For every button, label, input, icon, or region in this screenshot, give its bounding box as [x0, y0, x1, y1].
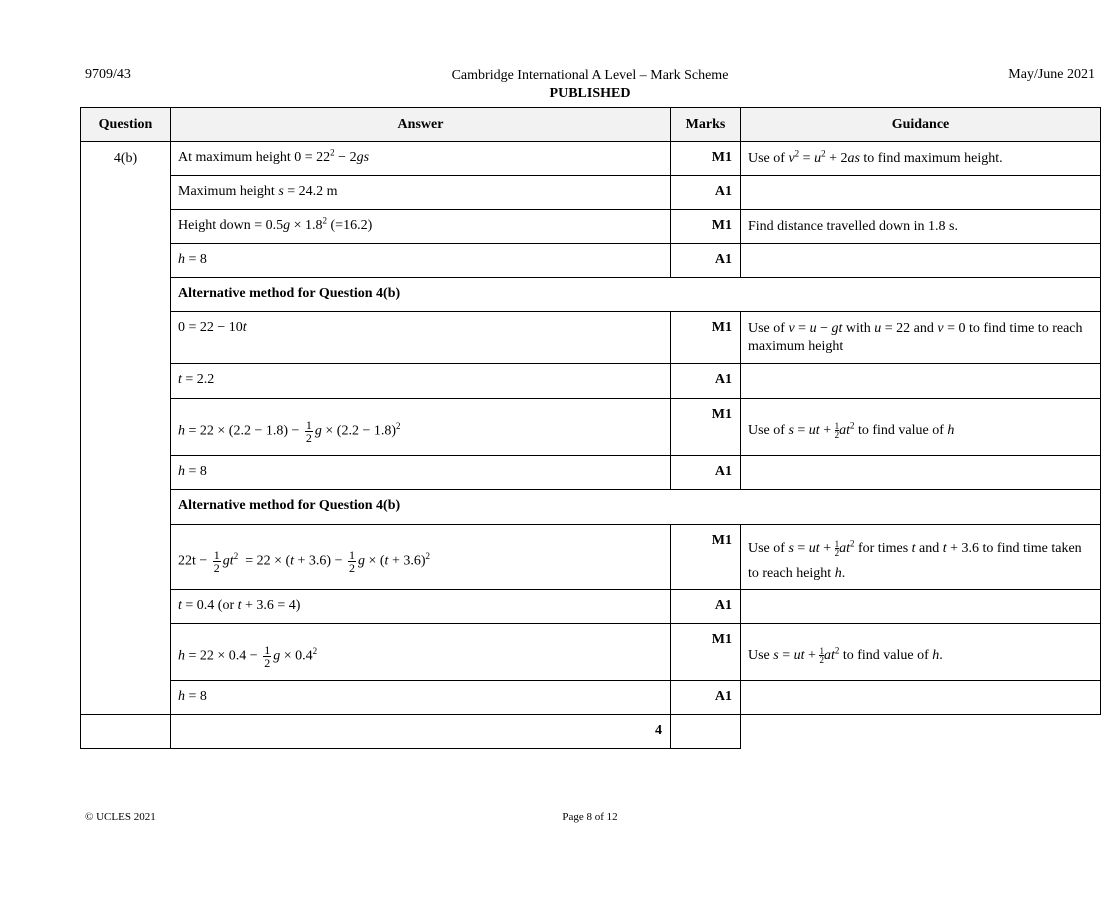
answer-cell: h = 8: [171, 681, 671, 715]
guidance-cell: [671, 715, 741, 749]
answer-cell: [81, 715, 171, 749]
mark-cell: A1: [671, 244, 741, 278]
answer-cell: 0 = 22 − 10t: [171, 312, 671, 364]
mark-cell: A1: [671, 456, 741, 490]
table-row: [81, 210, 1101, 244]
mark-cell: A1: [671, 364, 741, 399]
mark-cell: M1: [671, 210, 741, 244]
table-row: [81, 142, 1101, 176]
answer-cell: Height down = $0.5g \times 1.8^2$ (=16.2): [171, 210, 671, 244]
page-header: [0, 67, 1111, 103]
document-title: Cambridge International A Level – Mark Scheme: [451, 68, 729, 83]
answer-cell: 22t − $\frac{1}{2}$ $gt^2 = 22 \times (t + 3.6)$ − $\frac{1}{2}$ $g \times (t + 3.6)^2$: [171, 525, 671, 590]
table-row: [81, 490, 1101, 525]
question-column-header: Question: [81, 108, 171, 142]
table-row: [81, 176, 1101, 210]
copyright: © UCLES 2021: [85, 811, 156, 823]
answer-value: = 24.2 m: [287, 184, 338, 199]
answer-cell: t = 2.2: [171, 364, 671, 399]
guidance-cell: Use s = ut + $\frac{1}{2}$ $at^2$ to find value of h.: [741, 624, 1101, 681]
fraction-half: $\frac{1}{2}$: [834, 421, 840, 441]
guidance-cell: [741, 176, 1101, 210]
table-row: [81, 244, 1101, 278]
answer-cell: t = 0.4 (or t + 3.6 = 4): [171, 590, 671, 624]
guidance-text: to find time to reach maximum height: [748, 321, 1083, 354]
exam-session: May/June 2021: [1008, 67, 1095, 82]
guidance-cell: [741, 364, 1101, 399]
fraction-half: $\frac{1}{2}$: [264, 642, 271, 670]
mark-cell: M1: [671, 399, 741, 456]
guidance-cell: Use of v = u − gt with u = 22 and v = 0 to find time to reach maximum height: [741, 312, 1101, 364]
published-label: PUBLISHED: [549, 86, 631, 101]
guidance-cell: [741, 244, 1101, 278]
alternative-method-heading: Alternative method for Question 4(b): [171, 278, 1101, 312]
answer-cell: At maximum height $0 = 22^2 - 2gs$: [171, 142, 671, 176]
paper-code: 9709/43: [85, 67, 131, 82]
mark-cell: A1: [671, 681, 741, 715]
total-marks: 4: [171, 715, 671, 749]
answer-cell: Maximum height s = 24.2 m: [171, 176, 671, 210]
mark-cell: M1: [671, 624, 741, 681]
table-row: [81, 364, 1101, 399]
answer-cell: h = 22 × 0.4 − $\frac{1}{2}$ $g \times 0.4^2$: [171, 624, 671, 681]
table-row: [81, 278, 1101, 312]
mark-cell: M1: [671, 312, 741, 364]
fraction-half: $\frac{1}{2}$: [819, 646, 824, 666]
table-row: [81, 456, 1101, 490]
answer-column-header: Answer: [171, 108, 671, 142]
guidance-cell: [741, 681, 1101, 715]
answer-text: Maximum height: [178, 184, 275, 199]
alternative-method-heading: Alternative method for Question 4(b): [171, 490, 1101, 525]
guidance-cell: Find distance travelled down in 1.8 s.: [741, 210, 1101, 244]
fraction-half: $\frac{1}{2}$: [213, 547, 220, 575]
fraction-half: $\frac{1}{2}$: [305, 417, 312, 445]
answer-cell: h = 8: [171, 244, 671, 278]
guidance-cell: Use of $v^2 = u^2 + 2as$ to find maximum height.: [741, 142, 1101, 176]
mark-cell: A1: [671, 590, 741, 624]
guidance-cell: Use of s = ut + $\frac{1}{2}$ $at^2$ for times t and t + 3.6 to find time taken to reach height h.: [741, 525, 1101, 590]
marks-column-header: Marks: [671, 108, 741, 142]
mark-scheme-table: [80, 107, 1101, 749]
table-row: [81, 312, 1101, 364]
table-row: [81, 681, 1101, 715]
guidance-column-header: Guidance: [741, 108, 1101, 142]
answer-cell: h = 22 × (2.2 − 1.8) − $\frac{1}{2}$ $g \times (2.2 - 1.8)^2$: [171, 399, 671, 456]
question-number: 4(b): [81, 142, 171, 715]
table-header-row: [81, 108, 1101, 142]
table-row: [81, 399, 1101, 456]
table-row: [81, 525, 1101, 590]
mark-cell: A1: [671, 176, 741, 210]
mark-cell: M1: [671, 142, 741, 176]
page-number: Page 8 of 12: [562, 811, 618, 823]
answer-cell: h = 8: [171, 456, 671, 490]
fraction-half: $\frac{1}{2}$: [348, 547, 355, 575]
guidance-cell: Use of s = ut + $\frac{1}{2}$ $at^2$ to find value of h: [741, 399, 1101, 456]
table-row: [81, 624, 1101, 681]
guidance-cell: [741, 456, 1101, 490]
total-row: [81, 715, 1101, 749]
table-row: [81, 590, 1101, 624]
fraction-half: $\frac{1}{2}$: [834, 539, 840, 559]
guidance-cell: [741, 590, 1101, 624]
mark-cell: M1: [671, 525, 741, 590]
